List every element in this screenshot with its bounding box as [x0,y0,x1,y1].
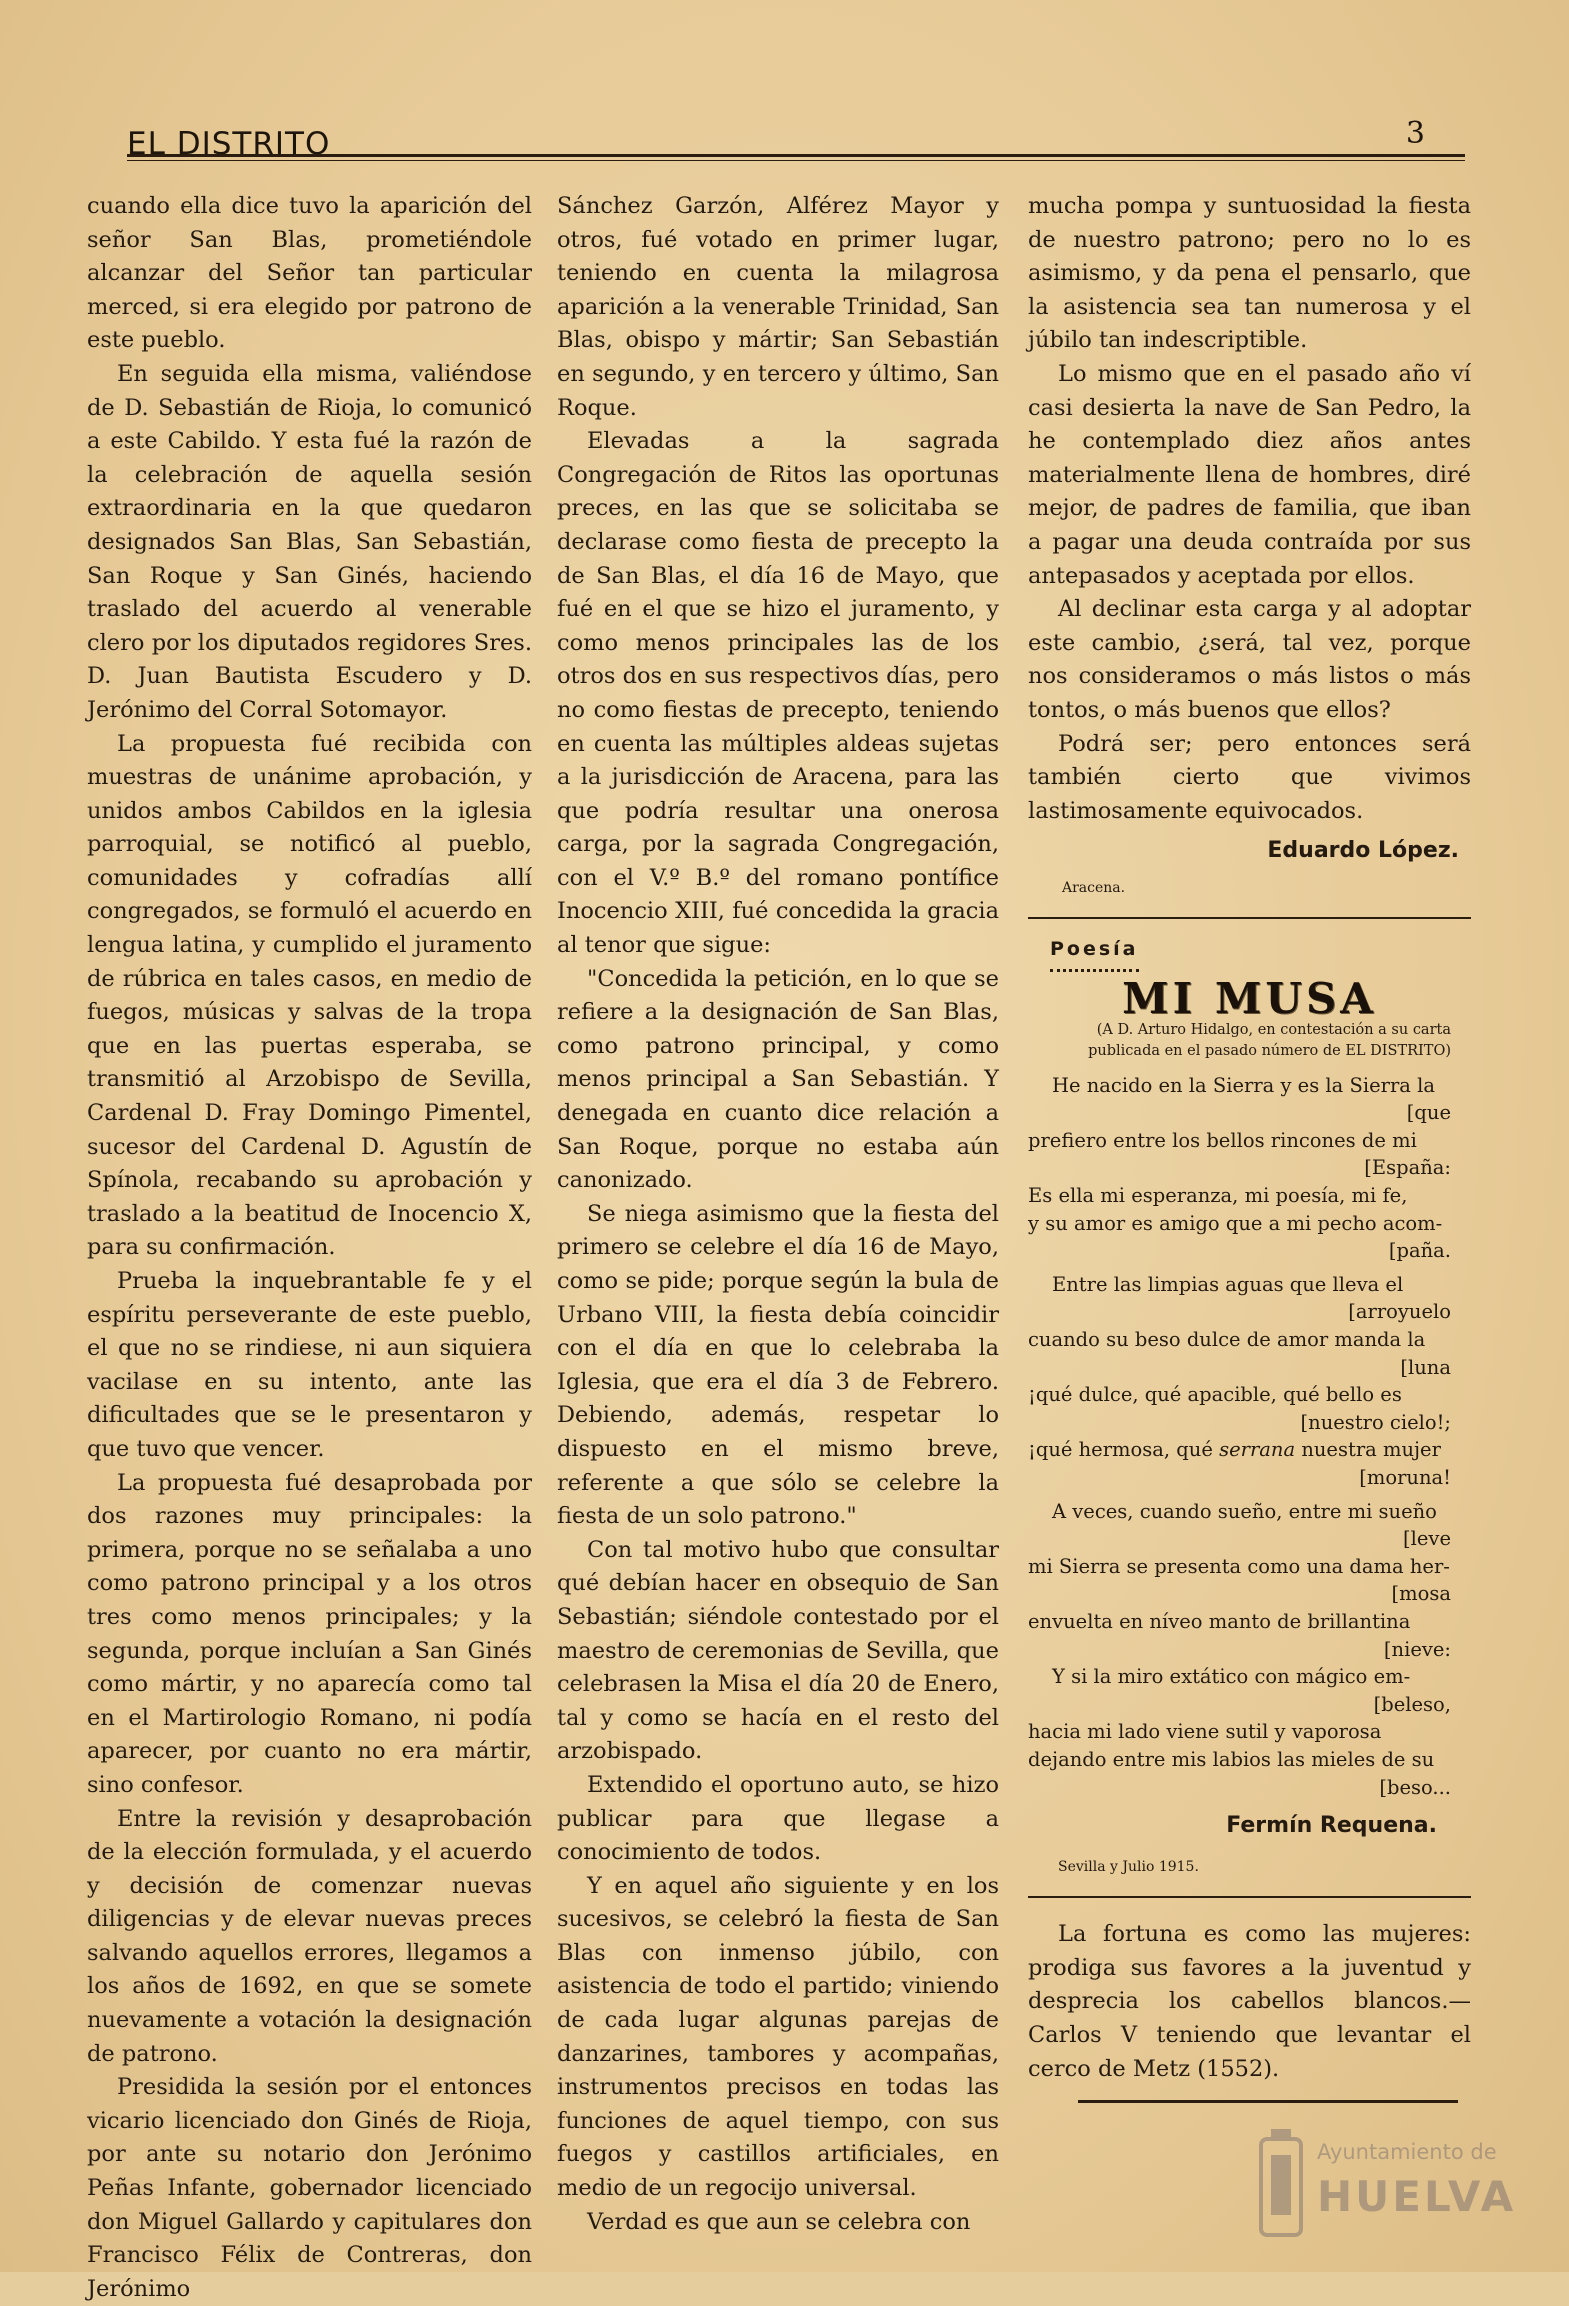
paragraph: Lo mismo que en el pasado año ví casi desierta la nave de San Pedro, la he contemplado diez años antes materialmente llena de hombres, diré mejor, de padres de familia, que iban a pagar una deuda contraída por sus antepasados y aceptada por ellos. [1028,360,1471,589]
section-divider [1028,917,1471,919]
watermark-line2: HUELVA [1317,2172,1517,2221]
paragraph: mucha pompa y suntuosidad la fiesta de nuestro patrono; pero no lo es asimismo, y da pena el pensarlo, que la asistencia sea tan numerosa y el júbilo tan indescriptible. [1028,193,1471,354]
poem-verses [1028,1072,1471,1801]
paragraph: Al declinar esta carga y al adoptar este cambio, ¿será, tal vez, porque nos consideramos o más listos o más tontos, o más buenos que ellos? [1028,596,1471,723]
verse-wrap: [leve [1403,1527,1451,1551]
poetry-section-label: Poesía [1050,933,1139,972]
verse-line: hacia mi lado viene sutil y vaporosa [1028,1720,1382,1744]
poem-date: Sevilla y Julio 1915. [1058,1858,1199,1875]
paragraph: Presidida la sesión por el entonces vicario licenciado don Ginés de Rioja, por ante su notario don Jerónimo Peñas Infante, gobernador licenciado don Miguel Gallardo y capitulares don Francisco Félix de Contreras, don Jerónimo [87,2074,532,2302]
end-rule [1078,2100,1458,2103]
paragraph: Podrá ser; pero entonces será también cierto que vivimos lastimosamente equivocados. [1028,730,1471,824]
verse-wrap: [nieve: [1383,1637,1451,1661]
coat-of-arms-icon [1255,2125,1307,2240]
paragraph: La propuesta fué recibida con muestras de unánime aprobación, y unidos ambos Cabildos en la iglesia parroquial, se notificó al pueblo, comunidades y cofradías allí congregados, se formuló el acuerdo en lengua latina, y cumplido el juramento de rúbrica en tales casos, en medio de fuegos, músicas y salvas de la tropa que en las puertas esperaba, se transmitió al Arzobispo de Sevilla, Cardenal D. Fray Domingo Pimentel, sucesor del Cardenal D. Agustín de Spínola, recabando su aprobación y traslado a la beatitud de Inocencio X, para su confirmación. [87,730,532,1261]
article-place: Aracena. [1062,879,1126,896]
column-2 [557,190,999,2239]
archive-watermark [1255,2120,1517,2250]
verse-line [1028,1436,1471,1464]
verse-line: mi Sierra se presenta como una dama her- [1028,1554,1450,1578]
article-author: Eduardo López. [1267,838,1459,864]
newspaper-title: EL DISTRITO [127,126,331,162]
verse-wrap: [luna [1400,1355,1451,1379]
verse-segment: ¡qué hermosa, qué [1028,1438,1213,1462]
section-divider [1028,1896,1471,1898]
paragraph: cuando ella dice tuvo la aparición del señor San Blas, prometiéndole alcanzar del Señor tan particular merced, si era elegido por patrono de este pueblo. [87,193,532,354]
page-number: 3 [1405,116,1425,151]
paragraph: Verdad es que aun se celebra con [587,2208,971,2235]
verse-line: y su amor es amigo que a mi pecho acom- [1028,1211,1443,1235]
verse-line: cuando su beso dulce de amor manda la [1028,1328,1426,1351]
verse-wrap: [que [1406,1101,1451,1125]
poem-title: MI MUSA [1122,974,1377,1024]
paragraph: Prueba la inquebrantable fe y el espíritu perseverante de este pueblo, el que no se rindiese, ni aun siquiera vacilase en su intento, ante las dificultades que se le presentaron y que tuvo que vencer. [87,1268,532,1462]
verse-wrap: [España: [1364,1156,1451,1180]
paragraph: La propuesta fué desaprobada por dos razones muy principales: la primera, porque no se señalaba a uno como patrono principal y a los otros tres como menos principales; y la segunda, porque incluían a San Ginés como mártir, y no aparecía como tal en el Martirologio Romano, ni podía aparecer, por cuanto no era mártir, sino confesor. [87,1469,532,1798]
verse-line: envuelta en níveo manto de brillantina [1028,1609,1411,1633]
header-rule-thin [127,160,1465,161]
verse-line: Entre las limpias aguas que lleva el [1052,1272,1404,1296]
verse-wrap: [paña. [1388,1239,1451,1263]
poem-dedication: (A D. Arturo Hidalgo, en contestación a su carta publicada en el pasado número de EL DISTRITO) [1088,1021,1451,1059]
paragraph: En seguida ella misma, valiéndose de D. Sebastián de Rioja, lo comunicó a este Cabildo. Y esta fué la razón de la celebración de aquella sesión extraordinaria en la que quedaron designados San Blas, San Sebastián, San Roque y San Ginés, haciendo traslado del acuerdo al venerable clero por los diputados regidores Sres. D. Juan Bautista Escudero y D. Jerónimo del Corral Sotomayor. [87,360,532,723]
verse-line: ¡qué dulce, qué apacible, qué bello es [1028,1383,1402,1407]
aphorism-text: La fortuna es como las mujeres: prodiga sus favores a la juventud y desprecia los cabellos blancos.—Carlos V teniendo que levantar el cerco de Metz (1552). [1028,1921,1471,2082]
verse-wrap: [moruna! [1359,1465,1451,1489]
verse-italic-word: serrana [1219,1438,1296,1462]
verse-segment: nuestra mujer [1301,1438,1441,1462]
verse-wrap: [beleso, [1373,1692,1451,1716]
column-3 [1028,190,1471,2103]
masthead [127,116,1465,164]
paragraph: Sánchez Garzón, Alférez Mayor y otros, fué votado en primer lugar, teniendo en cuenta la milagrosa aparición a la venerable Trinidad, San Blas, obispo y mártir; San Sebastián en segundo, y en tercero y último, San Roque. [557,193,999,421]
paragraph: Elevadas a la sagrada Congregación de Ritos las oportunas preces, en las que se solicitaba se declarase como fiesta de precepto la de San Blas, el día 16 de Mayo, que fué en el que se hizo el juramento, y como menos principales las de los otros dos en sus respectivos días, pero no como fiestas de precepto, teniendo en cuenta las múltiples aldeas sujetas a la jurisdicción de Aracena, para las que podría resultar una onerosa carga, por la sagrada Congregación, con el V.º B.º del romano pontífice Inocencio XIII, fué concedida la gracia al tenor que sigue: [557,428,999,959]
verse-line: Es ella mi esperanza, mi poesía, mi fe, [1028,1184,1408,1208]
watermark-line1: Ayuntamiento de [1317,2140,1497,2164]
verse-line: A veces, cuando sueño, entre mi sueño [1052,1499,1437,1523]
verse-line: Y si la miro extático con mágico em- [1052,1665,1411,1689]
aphorism [1028,1918,1471,2086]
verse-wrap: [nuestro cielo!; [1300,1410,1451,1434]
verse-line: prefiero entre los bellos rincones de mi [1028,1128,1417,1152]
verse-wrap: [arroyuelo [1348,1300,1451,1324]
paragraph: Y en aquel año siguiente y en los sucesivos, se celebró la fiesta de San Blas con inmenso júbilo, con asistencia de todo el partido; viniendo de cada lugar algunas parejas de danzarines, tambores y acompañas, instrumentos precisos en todas las funciones de aquel tiempo, con sus fuegos y castillos artificiales, en medio de un regocijo universal. [557,1872,999,2202]
quoted-paragraph: "Concedida la petición, en lo que se refiere a la designación de San Blas, como patrono principal, y como menos principal a San Sebastián. Y denegada en cuanto dice relación a San Roque, porque no estaba aún canonizado. [557,965,999,1194]
paragraph: Entre la revisión y desaprobación de la elección formulada, y el acuerdo y decisión de comenzar nuevas diligencias y de elevar nuevas preces salvando aquellos errores, llegamos a los años de 1692, en que se somete nuevamente a votación la designación de patrono. [87,1805,532,2067]
verse-wrap: [mosa [1391,1582,1451,1606]
paragraph: Con tal motivo hubo que consultar qué debían hacer en obsequio de San Sebastián; siéndole contestado por el maestro de ceremonias de Sevilla, que celebrasen la Misa el día 20 de Enero, tal y como se hacía en el resto del arzobispado. [557,1536,999,1765]
header-rule [127,154,1465,157]
verse-line: He nacido en la Sierra y es la Sierra la [1052,1073,1435,1097]
poem-author: Fermín Requena. [1226,1813,1437,1839]
paragraph: Extendido el oportuno auto, se hizo publicar para que llegase a conocimiento de todos. [557,1771,999,1866]
quoted-paragraph: Se niega asimismo que la fiesta del primero se celebre el día 16 de Mayo, como se pide; porque según la bula de Urbano VIII, la fiesta debía coincidir con el día en que lo celebraba la Iglesia, que era el día 3 de Febrero. Debiendo, además, respetar lo dispuesto en el mismo breve, referente a que sólo se celebre la fiesta de un solo patrono." [557,1200,999,1530]
verse-wrap: [beso... [1379,1775,1451,1799]
verse-line: dejando entre mis labios las mieles de su [1028,1747,1435,1771]
column-1 [87,190,532,2306]
